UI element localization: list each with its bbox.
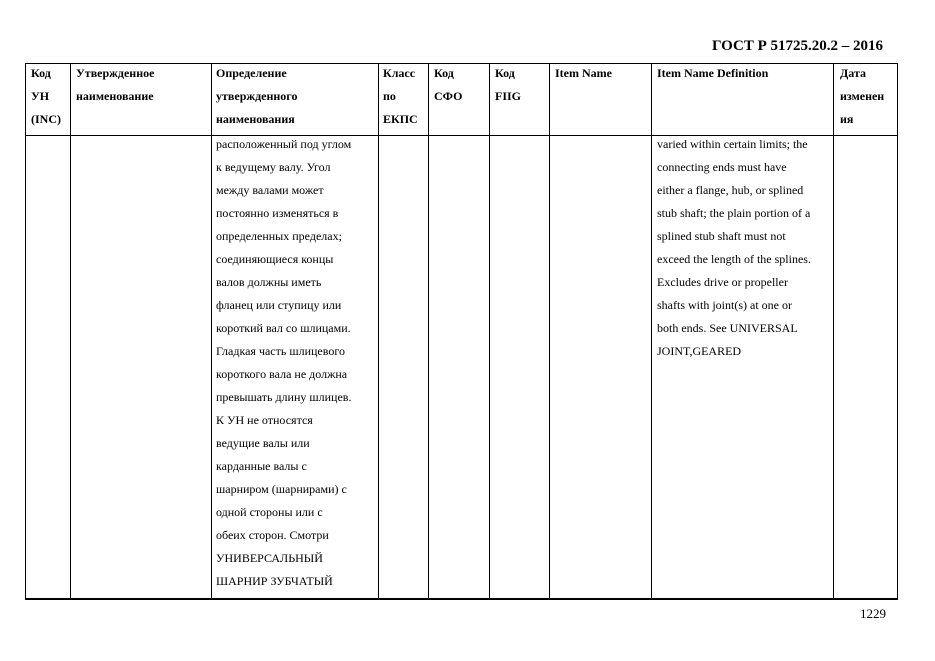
column-divider [651, 63, 652, 600]
column-divider [378, 63, 379, 600]
column-divider [833, 63, 834, 600]
header-line: СФО [434, 89, 463, 103]
header-line: утвержденного [216, 89, 298, 103]
text-line: К УН не относятся [216, 413, 313, 427]
header-definition [216, 62, 297, 131]
header-line: Класс [383, 66, 416, 80]
text-line: превышать длину шлицев. [216, 390, 352, 404]
text-line: короткий вал со шлицами. [216, 321, 351, 335]
text-line: ШАРНИР ЗУБЧАТЫЙ [216, 574, 333, 588]
header-line: Дата [840, 66, 866, 80]
header-item-name [555, 62, 612, 85]
text-line: both ends. See UNIVERSAL [657, 321, 798, 335]
header-line: ЕКПС [383, 112, 418, 126]
text-line: обеих сторон. Смотри [216, 528, 329, 542]
header-line: Утвержденное [76, 66, 155, 80]
column-divider [211, 63, 212, 600]
header-line: Код [31, 66, 51, 80]
header-approved-name [76, 62, 154, 108]
text-line: stub shaft; the plain portion of a [657, 206, 811, 220]
header-line: Определение [216, 66, 287, 80]
text-line: между валами может [216, 183, 324, 197]
text-line: exceed the length of the splines. [657, 252, 811, 266]
header-line: (INC) [31, 112, 61, 126]
header-line: УН [31, 89, 50, 103]
header-line: Код [495, 66, 515, 80]
header-line: наименования [216, 112, 295, 126]
text-line: either a flange, hub, or splined [657, 183, 804, 197]
table-border-right [897, 63, 898, 600]
text-line: постоянно изменяться в [216, 206, 339, 220]
column-divider [489, 63, 490, 600]
header-code-fiig [495, 62, 521, 108]
header-line: наименование [76, 89, 154, 103]
column-divider [70, 63, 71, 600]
header-code-sfo [434, 62, 462, 108]
text-line: varied within certain limits; the [657, 137, 808, 151]
definition-ru-cell [216, 133, 351, 593]
text-line: Excludes drive or propeller [657, 275, 788, 289]
header-line: FIIG [495, 89, 522, 103]
header-line: Item Name Definition [657, 66, 769, 80]
text-line: ведущие валы или [216, 436, 310, 450]
text-line: карданные валы с [216, 459, 307, 473]
text-line: Гладкая часть шлицевого [216, 344, 345, 358]
text-line: shafts with joint(s) at one or [657, 298, 792, 312]
table-border-bottom [25, 598, 898, 600]
text-line: расположенный под углом [216, 137, 352, 151]
text-line: фланец или ступицу или [216, 298, 342, 312]
table-border-left [25, 63, 26, 600]
text-line: splined stub shaft must not [657, 229, 786, 243]
header-class-ekps [383, 62, 418, 131]
page-number: 1229 [860, 606, 886, 621]
text-line: соединяющиеся концы [216, 252, 334, 266]
header-date-changed [840, 62, 884, 131]
text-line: короткого вала не должна [216, 367, 348, 381]
definition-en-cell [657, 133, 811, 363]
header-item-name-definition [657, 62, 768, 85]
text-line: одной стороны или с [216, 505, 323, 519]
text-line: к ведущему валу. Угол [216, 160, 331, 174]
text-line: определенных пределах; [216, 229, 342, 243]
text-line: connecting ends must have [657, 160, 787, 174]
column-divider [428, 63, 429, 600]
text-line: JOINT,GEARED [657, 344, 742, 358]
data-table [25, 63, 898, 600]
text-line: валов должны иметь [216, 275, 322, 289]
header-line: ия [840, 112, 854, 126]
header-line: изменен [840, 89, 885, 103]
header-line: Код [434, 66, 454, 80]
header-line: по [383, 89, 396, 103]
header-line: Item Name [555, 66, 612, 80]
header-code-un [31, 62, 61, 131]
document-title: ГОСТ Р 51725.20.2 – 2016 [712, 38, 884, 54]
text-line: шарниром (шарнирами) с [216, 482, 347, 496]
text-line: УНИВЕРСАЛЬНЫЙ [216, 551, 323, 565]
column-divider [549, 63, 550, 600]
